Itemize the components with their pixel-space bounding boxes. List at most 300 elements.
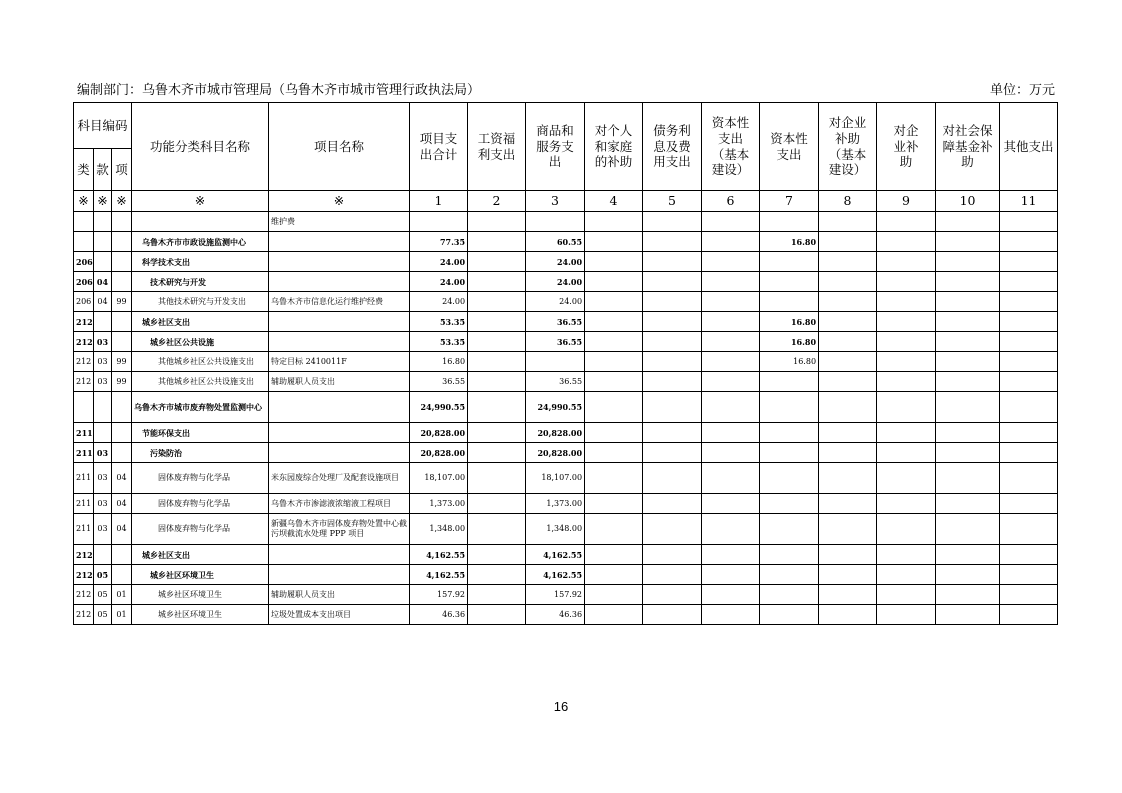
kuan-cell <box>94 392 112 423</box>
col-9-cell <box>877 565 936 585</box>
col-10-cell <box>936 252 1000 272</box>
col-2-cell <box>468 463 526 494</box>
col-8-cell <box>819 372 877 392</box>
xiang-cell: 01 <box>112 585 132 605</box>
col-8-cell <box>819 463 877 494</box>
col-7-cell: 16.80 <box>760 312 819 332</box>
col-10-cell <box>936 392 1000 423</box>
table-row <box>74 514 1058 545</box>
col-5-cell <box>643 352 702 372</box>
xiang-cell: 99 <box>112 352 132 372</box>
col-11-cell <box>1000 605 1058 625</box>
xiang-cell: 04 <box>112 463 132 494</box>
col-4-cell <box>585 272 643 292</box>
column-number: 6 <box>702 191 760 212</box>
func-name-header: 功能分类科目名称 <box>132 103 269 191</box>
kuan-cell <box>94 545 112 565</box>
col-1-cell: 20,828.00 <box>410 423 468 443</box>
col-3-cell <box>526 352 585 372</box>
col-4-cell <box>585 392 643 423</box>
col-7-cell <box>760 372 819 392</box>
col-2-header: 工资福利支出 <box>468 103 526 191</box>
col-11-header: 其他支出 <box>1000 103 1058 191</box>
col-8-cell <box>819 565 877 585</box>
col-1-cell: 24.00 <box>410 272 468 292</box>
col-5-cell <box>643 212 702 232</box>
col-5-cell <box>643 252 702 272</box>
col-6-cell <box>702 312 760 332</box>
col-4-header: 对个人和家庭的补助 <box>585 103 643 191</box>
col-1-cell: 1,348.00 <box>410 514 468 545</box>
col-11-cell <box>1000 292 1058 312</box>
kuan-cell: 03 <box>94 443 112 463</box>
col-2-cell <box>468 423 526 443</box>
col-11-cell <box>1000 252 1058 272</box>
col-10-cell <box>936 332 1000 352</box>
col-9-cell <box>877 312 936 332</box>
lei-cell: 211 <box>74 514 94 545</box>
project-name-cell <box>269 443 410 463</box>
table-row <box>74 463 1058 494</box>
col-6-cell <box>702 232 760 252</box>
xiang-cell <box>112 392 132 423</box>
col-4-cell <box>585 332 643 352</box>
table-row <box>74 312 1058 332</box>
col-1-cell: 4,162.55 <box>410 565 468 585</box>
func-name-cell: 城乡社区公共设施 <box>132 332 269 352</box>
col-1-cell: 18,107.00 <box>410 463 468 494</box>
col-11-cell <box>1000 352 1058 372</box>
col-10-cell <box>936 272 1000 292</box>
table-row <box>74 494 1058 514</box>
col-11-cell <box>1000 332 1058 352</box>
project-name-cell <box>269 252 410 272</box>
col-2-cell <box>468 332 526 352</box>
func-name-cell: 乌鲁木齐市城市废弃物处置监测中心 <box>132 392 269 423</box>
col-5-cell <box>643 272 702 292</box>
lei-cell: 211 <box>74 494 94 514</box>
col-6-cell <box>702 443 760 463</box>
col-6-cell <box>702 585 760 605</box>
column-number: 4 <box>585 191 643 212</box>
col-8-cell <box>819 514 877 545</box>
xiang-cell <box>112 443 132 463</box>
col-1-cell: 36.55 <box>410 372 468 392</box>
col-7-cell <box>760 565 819 585</box>
col-5-cell <box>643 423 702 443</box>
col-9-cell <box>877 605 936 625</box>
col-2-cell <box>468 232 526 252</box>
col-5-cell <box>643 494 702 514</box>
col-8-header: 对企业补助（基本建设） <box>819 103 877 191</box>
project-name-cell <box>269 232 410 252</box>
kuan-cell: 05 <box>94 585 112 605</box>
project-name-cell: 新疆乌鲁木齐市固体废弃物处置中心截污坝截流水处理 PPP 项目 <box>269 514 410 545</box>
lei-cell: 206 <box>74 272 94 292</box>
project-name-cell <box>269 332 410 352</box>
project-name-cell <box>269 392 410 423</box>
col-1-cell: 24,990.55 <box>410 392 468 423</box>
col-8-cell <box>819 605 877 625</box>
marker-row <box>74 191 1058 212</box>
func-name-cell: 节能环保支出 <box>132 423 269 443</box>
col-11-cell <box>1000 463 1058 494</box>
col-3-cell: 24.00 <box>526 292 585 312</box>
lei-cell: 212 <box>74 312 94 332</box>
col-5-cell <box>643 605 702 625</box>
func-name-cell: 城乡社区环境卫生 <box>132 605 269 625</box>
col-7-cell <box>760 545 819 565</box>
xiang-cell <box>112 423 132 443</box>
col-10-cell <box>936 372 1000 392</box>
lei-cell <box>74 232 94 252</box>
col-10-cell <box>936 312 1000 332</box>
col-11-cell <box>1000 545 1058 565</box>
marker-cell: ※ <box>112 191 132 212</box>
table-row <box>74 372 1058 392</box>
col-4-cell <box>585 585 643 605</box>
col-7-cell <box>760 605 819 625</box>
col-6-cell <box>702 272 760 292</box>
col-11-cell <box>1000 443 1058 463</box>
col-1-cell: 4,162.55 <box>410 545 468 565</box>
col-3-cell: 4,162.55 <box>526 565 585 585</box>
col-2-cell <box>468 212 526 232</box>
col-5-cell <box>643 585 702 605</box>
xiang-cell <box>112 232 132 252</box>
col-8-cell <box>819 423 877 443</box>
expenditure-table <box>73 102 1058 625</box>
kuan-cell <box>94 212 112 232</box>
page-number: 16 <box>553 699 569 714</box>
col-8-cell <box>819 392 877 423</box>
col-4-cell <box>585 443 643 463</box>
col-5-cell <box>643 443 702 463</box>
col-5-header: 债务利息及费用支出 <box>643 103 702 191</box>
kuan-cell: 05 <box>94 565 112 585</box>
col-4-cell <box>585 212 643 232</box>
col-7-cell: 16.80 <box>760 232 819 252</box>
kuan-cell: 05 <box>94 605 112 625</box>
col-2-cell <box>468 585 526 605</box>
col-8-cell <box>819 352 877 372</box>
col-6-cell <box>702 514 760 545</box>
func-name-cell: 其他城乡社区公共设施支出 <box>132 372 269 392</box>
column-number: 3 <box>526 191 585 212</box>
col-5-cell <box>643 372 702 392</box>
col-8-cell <box>819 312 877 332</box>
marker-cell: ※ <box>132 191 269 212</box>
lei-cell: 212 <box>74 332 94 352</box>
col-10-cell <box>936 352 1000 372</box>
project-name-header: 项目名称 <box>269 103 410 191</box>
col-3-cell: 36.55 <box>526 332 585 352</box>
col-10-cell <box>936 443 1000 463</box>
col-7-cell: 16.80 <box>760 332 819 352</box>
col-3-cell: 24,990.55 <box>526 392 585 423</box>
col-3-cell: 46.36 <box>526 605 585 625</box>
col-3-cell: 36.55 <box>526 372 585 392</box>
col-7-header: 资本性支出 <box>760 103 819 191</box>
func-name-cell: 技术研究与开发 <box>132 272 269 292</box>
lei-cell: 211 <box>74 463 94 494</box>
lei-cell: 212 <box>74 585 94 605</box>
lei-cell: 212 <box>74 545 94 565</box>
col-6-cell <box>702 332 760 352</box>
col-6-cell <box>702 423 760 443</box>
xiang-cell <box>112 565 132 585</box>
col-10-cell <box>936 494 1000 514</box>
project-name-cell: 乌鲁木齐市渗滤液浓缩液工程项目 <box>269 494 410 514</box>
func-name-cell: 科学技术支出 <box>132 252 269 272</box>
col-7-cell <box>760 212 819 232</box>
col-3-cell: 36.55 <box>526 312 585 332</box>
col-2-cell <box>468 292 526 312</box>
column-number: 2 <box>468 191 526 212</box>
col-8-cell <box>819 272 877 292</box>
col-6-cell <box>702 392 760 423</box>
project-name-cell <box>269 423 410 443</box>
kuan-cell <box>94 252 112 272</box>
col-3-cell: 18,107.00 <box>526 463 585 494</box>
table-row <box>74 292 1058 312</box>
col-8-cell <box>819 332 877 352</box>
table-row <box>74 232 1058 252</box>
col-3-cell: 1,373.00 <box>526 494 585 514</box>
col-10-cell <box>936 212 1000 232</box>
table-row <box>74 443 1058 463</box>
col-1-cell: 24.00 <box>410 292 468 312</box>
col-5-cell <box>643 514 702 545</box>
project-name-cell <box>269 272 410 292</box>
col-10-cell <box>936 463 1000 494</box>
xiang-header: 项 <box>112 149 132 191</box>
col-10-cell <box>936 514 1000 545</box>
kuan-cell: 03 <box>94 494 112 514</box>
col-10-cell <box>936 585 1000 605</box>
col-4-cell <box>585 605 643 625</box>
col-6-cell <box>702 545 760 565</box>
col-5-cell <box>643 545 702 565</box>
table-row <box>74 212 1058 232</box>
col-3-cell: 60.55 <box>526 232 585 252</box>
col-9-cell <box>877 272 936 292</box>
column-number: 11 <box>1000 191 1058 212</box>
col-3-cell: 20,828.00 <box>526 423 585 443</box>
col-7-cell <box>760 292 819 312</box>
marker-cell: ※ <box>269 191 410 212</box>
kuan-cell <box>94 312 112 332</box>
col-10-cell <box>936 423 1000 443</box>
col-11-cell <box>1000 232 1058 252</box>
col-6-cell <box>702 292 760 312</box>
lei-cell: 212 <box>74 352 94 372</box>
col-7-cell <box>760 423 819 443</box>
column-number: 9 <box>877 191 936 212</box>
col-9-cell <box>877 463 936 494</box>
project-name-cell: 米东园废综合处理厂及配套设施项目 <box>269 463 410 494</box>
col-1-cell <box>410 212 468 232</box>
col-10-cell <box>936 565 1000 585</box>
col-2-cell <box>468 443 526 463</box>
unit-label: 单位：万元 <box>990 83 1056 98</box>
col-2-cell <box>468 565 526 585</box>
col-9-cell <box>877 332 936 352</box>
col-9-cell <box>877 392 936 423</box>
column-number: 7 <box>760 191 819 212</box>
col-4-cell <box>585 423 643 443</box>
kuan-cell: 04 <box>94 272 112 292</box>
col-1-cell: 157.92 <box>410 585 468 605</box>
project-name-cell <box>269 312 410 332</box>
col-10-header: 对社会保障基金补助 <box>936 103 1000 191</box>
col-5-cell <box>643 392 702 423</box>
kuan-cell: 03 <box>94 514 112 545</box>
col-6-cell <box>702 212 760 232</box>
lei-cell: 211 <box>74 423 94 443</box>
col-11-cell <box>1000 312 1058 332</box>
col-11-cell <box>1000 514 1058 545</box>
col-7-cell <box>760 392 819 423</box>
func-name-cell: 城乡社区环境卫生 <box>132 585 269 605</box>
column-number: 5 <box>643 191 702 212</box>
col-1-cell: 46.36 <box>410 605 468 625</box>
col-11-cell <box>1000 212 1058 232</box>
col-11-cell <box>1000 565 1058 585</box>
col-7-cell <box>760 272 819 292</box>
xiang-cell <box>112 332 132 352</box>
table-row <box>74 545 1058 565</box>
col-5-cell <box>643 463 702 494</box>
table-row <box>74 332 1058 352</box>
column-number: 10 <box>936 191 1000 212</box>
col-4-cell <box>585 352 643 372</box>
col-2-cell <box>468 312 526 332</box>
project-name-cell: 特定目标 2410011F <box>269 352 410 372</box>
col-4-cell <box>585 372 643 392</box>
func-name-cell: 固体废弃物与化学品 <box>132 463 269 494</box>
project-name-cell: 辅助履职人员支出 <box>269 372 410 392</box>
col-2-cell <box>468 372 526 392</box>
col-1-header: 项目支出合计 <box>410 103 468 191</box>
col-3-cell: 1,348.00 <box>526 514 585 545</box>
col-3-cell: 20,828.00 <box>526 443 585 463</box>
department-label: 编制部门：乌鲁木齐市城市管理局（乌鲁木齐市城市管理行政执法局） <box>77 83 481 98</box>
col-3-cell <box>526 212 585 232</box>
col-2-cell <box>468 252 526 272</box>
col-10-cell <box>936 292 1000 312</box>
col-1-cell: 53.35 <box>410 312 468 332</box>
table-row <box>74 585 1058 605</box>
col-4-cell <box>585 232 643 252</box>
col-11-cell <box>1000 372 1058 392</box>
kuan-cell: 03 <box>94 372 112 392</box>
lei-cell: 212 <box>74 372 94 392</box>
func-name-cell: 其他技术研究与开发支出 <box>132 292 269 312</box>
col-6-cell <box>702 565 760 585</box>
col-5-cell <box>643 232 702 252</box>
xiang-cell: 99 <box>112 292 132 312</box>
col-10-cell <box>936 605 1000 625</box>
kuan-cell: 03 <box>94 463 112 494</box>
col-8-cell <box>819 443 877 463</box>
col-4-cell <box>585 292 643 312</box>
col-8-cell <box>819 252 877 272</box>
header-row-1 <box>74 103 1058 149</box>
col-9-cell <box>877 292 936 312</box>
kuan-cell <box>94 423 112 443</box>
marker-cell: ※ <box>74 191 94 212</box>
col-7-cell: 16.80 <box>760 352 819 372</box>
col-9-cell <box>877 494 936 514</box>
col-10-cell <box>936 232 1000 252</box>
col-9-cell <box>877 232 936 252</box>
col-7-cell <box>760 252 819 272</box>
subject-code-header: 科目编码 <box>74 103 132 149</box>
kuan-cell <box>94 232 112 252</box>
col-7-cell <box>760 585 819 605</box>
lei-header: 类 <box>74 149 94 191</box>
col-9-cell <box>877 545 936 565</box>
project-name-cell: 辅助履职人员支出 <box>269 585 410 605</box>
col-9-cell <box>877 372 936 392</box>
col-2-cell <box>468 352 526 372</box>
func-name-cell: 城乡社区支出 <box>132 545 269 565</box>
lei-cell: 212 <box>74 565 94 585</box>
func-name-cell <box>132 212 269 232</box>
table-row <box>74 252 1058 272</box>
project-name-cell: 垃圾处置成本支出项目 <box>269 605 410 625</box>
func-name-cell: 城乡社区环境卫生 <box>132 565 269 585</box>
col-6-cell <box>702 252 760 272</box>
col-4-cell <box>585 494 643 514</box>
project-name-cell <box>269 565 410 585</box>
col-6-cell <box>702 352 760 372</box>
col-4-cell <box>585 565 643 585</box>
col-8-cell <box>819 212 877 232</box>
col-11-cell <box>1000 494 1058 514</box>
col-6-cell <box>702 494 760 514</box>
col-2-cell <box>468 605 526 625</box>
col-9-cell <box>877 585 936 605</box>
xiang-cell <box>112 252 132 272</box>
func-name-cell: 乌鲁木齐市市政设施监测中心 <box>132 232 269 252</box>
xiang-cell: 04 <box>112 494 132 514</box>
col-7-cell <box>760 494 819 514</box>
col-9-header: 对企业补助 <box>877 103 936 191</box>
col-5-cell <box>643 312 702 332</box>
func-name-cell: 其他城乡社区公共设施支出 <box>132 352 269 372</box>
xiang-cell <box>112 212 132 232</box>
table-row <box>74 352 1058 372</box>
col-6-cell <box>702 463 760 494</box>
col-5-cell <box>643 292 702 312</box>
col-1-cell: 53.35 <box>410 332 468 352</box>
col-2-cell <box>468 272 526 292</box>
col-4-cell <box>585 312 643 332</box>
func-name-cell: 固体废弃物与化学品 <box>132 494 269 514</box>
func-name-cell: 污染防治 <box>132 443 269 463</box>
col-9-cell <box>877 423 936 443</box>
table-row <box>74 423 1058 443</box>
table-row <box>74 272 1058 292</box>
lei-cell: 206 <box>74 292 94 312</box>
col-3-cell: 157.92 <box>526 585 585 605</box>
col-1-cell: 20,828.00 <box>410 443 468 463</box>
col-4-cell <box>585 545 643 565</box>
col-3-cell: 24.00 <box>526 272 585 292</box>
col-3-header: 商品和服务支出 <box>526 103 585 191</box>
